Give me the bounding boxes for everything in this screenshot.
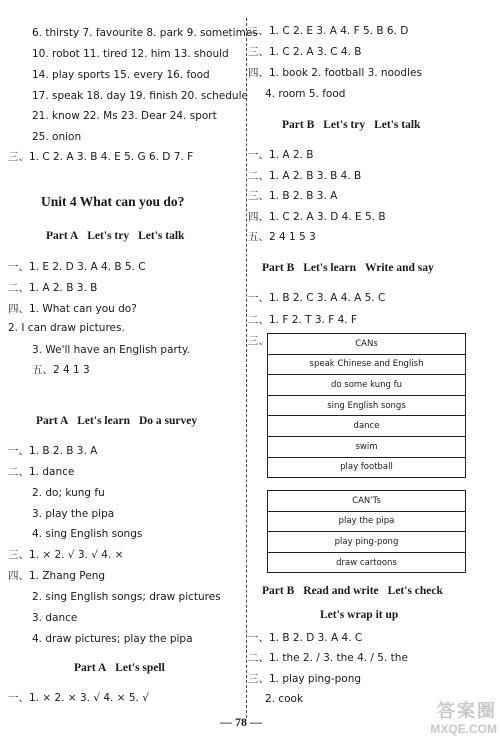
section-heading: Part A Let's spell xyxy=(74,662,165,674)
answer-line: 二、1. dance xyxy=(8,466,75,478)
answer-line: 4. draw pictures; play the pipa xyxy=(32,633,193,645)
section-heading: Part B Read and write Let's check xyxy=(262,585,443,597)
table-row xyxy=(268,457,466,478)
table-header: CANs xyxy=(268,334,466,355)
table-row xyxy=(268,532,466,553)
answer-line: 25. onion xyxy=(32,131,82,143)
table-row xyxy=(268,354,466,375)
answer-line: 三、1. × 2. √ 3. √ 4. × xyxy=(8,549,124,561)
section-heading: Part A Let's learn Do a survey xyxy=(36,415,198,427)
answer-line: 三、1. C 2. A 3. B 4. E 5. G 6. D 7. F xyxy=(8,151,194,163)
table-cell: draw cartoons xyxy=(268,552,466,573)
answer-line: 二、1. C 2. E 3. A 4. F 5. B 6. D xyxy=(248,25,409,37)
table-cell: speak Chinese and English xyxy=(268,354,466,375)
answer-line: 17. speak 18. day 19. finish 20. schedule xyxy=(32,90,248,102)
answer-line: 三、1. B 2. B 3. A xyxy=(248,190,338,202)
table-cell: swim xyxy=(268,436,466,457)
answer-line: 4. room 5. food xyxy=(265,88,346,100)
answer-line: 14. play sports 15. every 16. food xyxy=(32,69,210,81)
answer-line: 10. robot 11. tired 12. him 13. should xyxy=(32,48,229,60)
answer-line: 2. do; kung fu xyxy=(32,487,105,499)
column-divider xyxy=(246,18,247,718)
answer-line: 一、1. E 2. D 3. A 4. B 5. C xyxy=(8,261,146,273)
table-row xyxy=(268,395,466,416)
answer-line: 二、1. the 2. / 3. the 4. / 5. the xyxy=(248,652,408,664)
answer-line: 四、1. C 2. A 3. D 4. E 5. B xyxy=(248,211,386,223)
answer-line: 2. I can draw pictures. xyxy=(8,322,125,334)
answer-line: 21. know 22. Ms 23. Dear 24. sport xyxy=(32,110,217,122)
answer-line: 三、 xyxy=(248,335,269,347)
answer-line: 二、1. F 2. T 3. F 4. F xyxy=(248,314,357,326)
answer-line: 五、2 4 1 5 3 xyxy=(248,231,316,243)
table-row xyxy=(268,375,466,396)
table-cell: play ping-pong xyxy=(268,532,466,553)
answer-line: 四、1. book 2. football 3. noodles xyxy=(248,67,422,79)
answer-line: 2. cook xyxy=(265,693,304,705)
cants-table xyxy=(267,490,466,573)
answer-line: 一、1. B 2. B 3. A xyxy=(8,445,98,457)
section-subheading: Let's wrap it up xyxy=(320,609,399,621)
table-row xyxy=(268,511,466,532)
section-heading: Part B Let's learn Write and say xyxy=(262,262,434,274)
table-row xyxy=(268,334,466,355)
table-cell: play football xyxy=(268,457,466,478)
answer-line: 一、1. B 2. C 3. A 4. A 5. C xyxy=(248,292,386,304)
table-row xyxy=(268,416,466,437)
answer-line: 二、1. A 2. B 3. B 4. B xyxy=(248,170,362,182)
table-cell: dance xyxy=(268,416,466,437)
answer-line: 3. dance xyxy=(32,612,78,624)
page-number: — 78 — xyxy=(220,715,262,729)
watermark-logo: 答案圈 MXQE.COM xyxy=(430,701,497,736)
answer-line: 二、1. A 2. B 3. B xyxy=(8,282,98,294)
unit-title: Unit 4 What can you do? xyxy=(41,194,185,209)
table-cell: sing English songs xyxy=(268,395,466,416)
answer-line: 3. play the pipa xyxy=(32,508,115,520)
table-cell: play the pipa xyxy=(268,511,466,532)
answer-line: 五、2 4 1 3 xyxy=(32,364,90,376)
section-heading: Part B Let's try Let's talk xyxy=(282,119,421,131)
answer-line: 四、1. Zhang Peng xyxy=(8,570,106,582)
answer-line: 6. thirsty 7. favourite 8. park 9. sometimes xyxy=(32,27,258,39)
answer-line: 4. sing English songs xyxy=(32,528,143,540)
table-row xyxy=(268,552,466,573)
answer-line: 三、1. play ping-pong xyxy=(248,673,362,685)
answer-line: 四、1. What can you do? xyxy=(8,303,137,315)
section-heading: Part A Let's try Let's talk xyxy=(46,230,185,242)
answer-line: 一、1. × 2. × 3. √ 4. × 5. √ xyxy=(8,692,149,704)
cans-table xyxy=(267,333,466,478)
answer-line: 一、1. B 2. D 3. A 4. C xyxy=(248,632,363,644)
table-cell: do some kung fu xyxy=(268,375,466,396)
table-row xyxy=(268,491,466,512)
answer-line: 一、1. A 2. B xyxy=(248,149,314,161)
answer-line: 2. sing English songs; draw pictures xyxy=(32,591,221,603)
table-row xyxy=(268,436,466,457)
answer-line: 3. We'll have an English party. xyxy=(32,344,191,356)
table-header: CAN'Ts xyxy=(268,491,466,512)
answer-line: 三、1. C 2. A 3. C 4. B xyxy=(248,46,362,58)
